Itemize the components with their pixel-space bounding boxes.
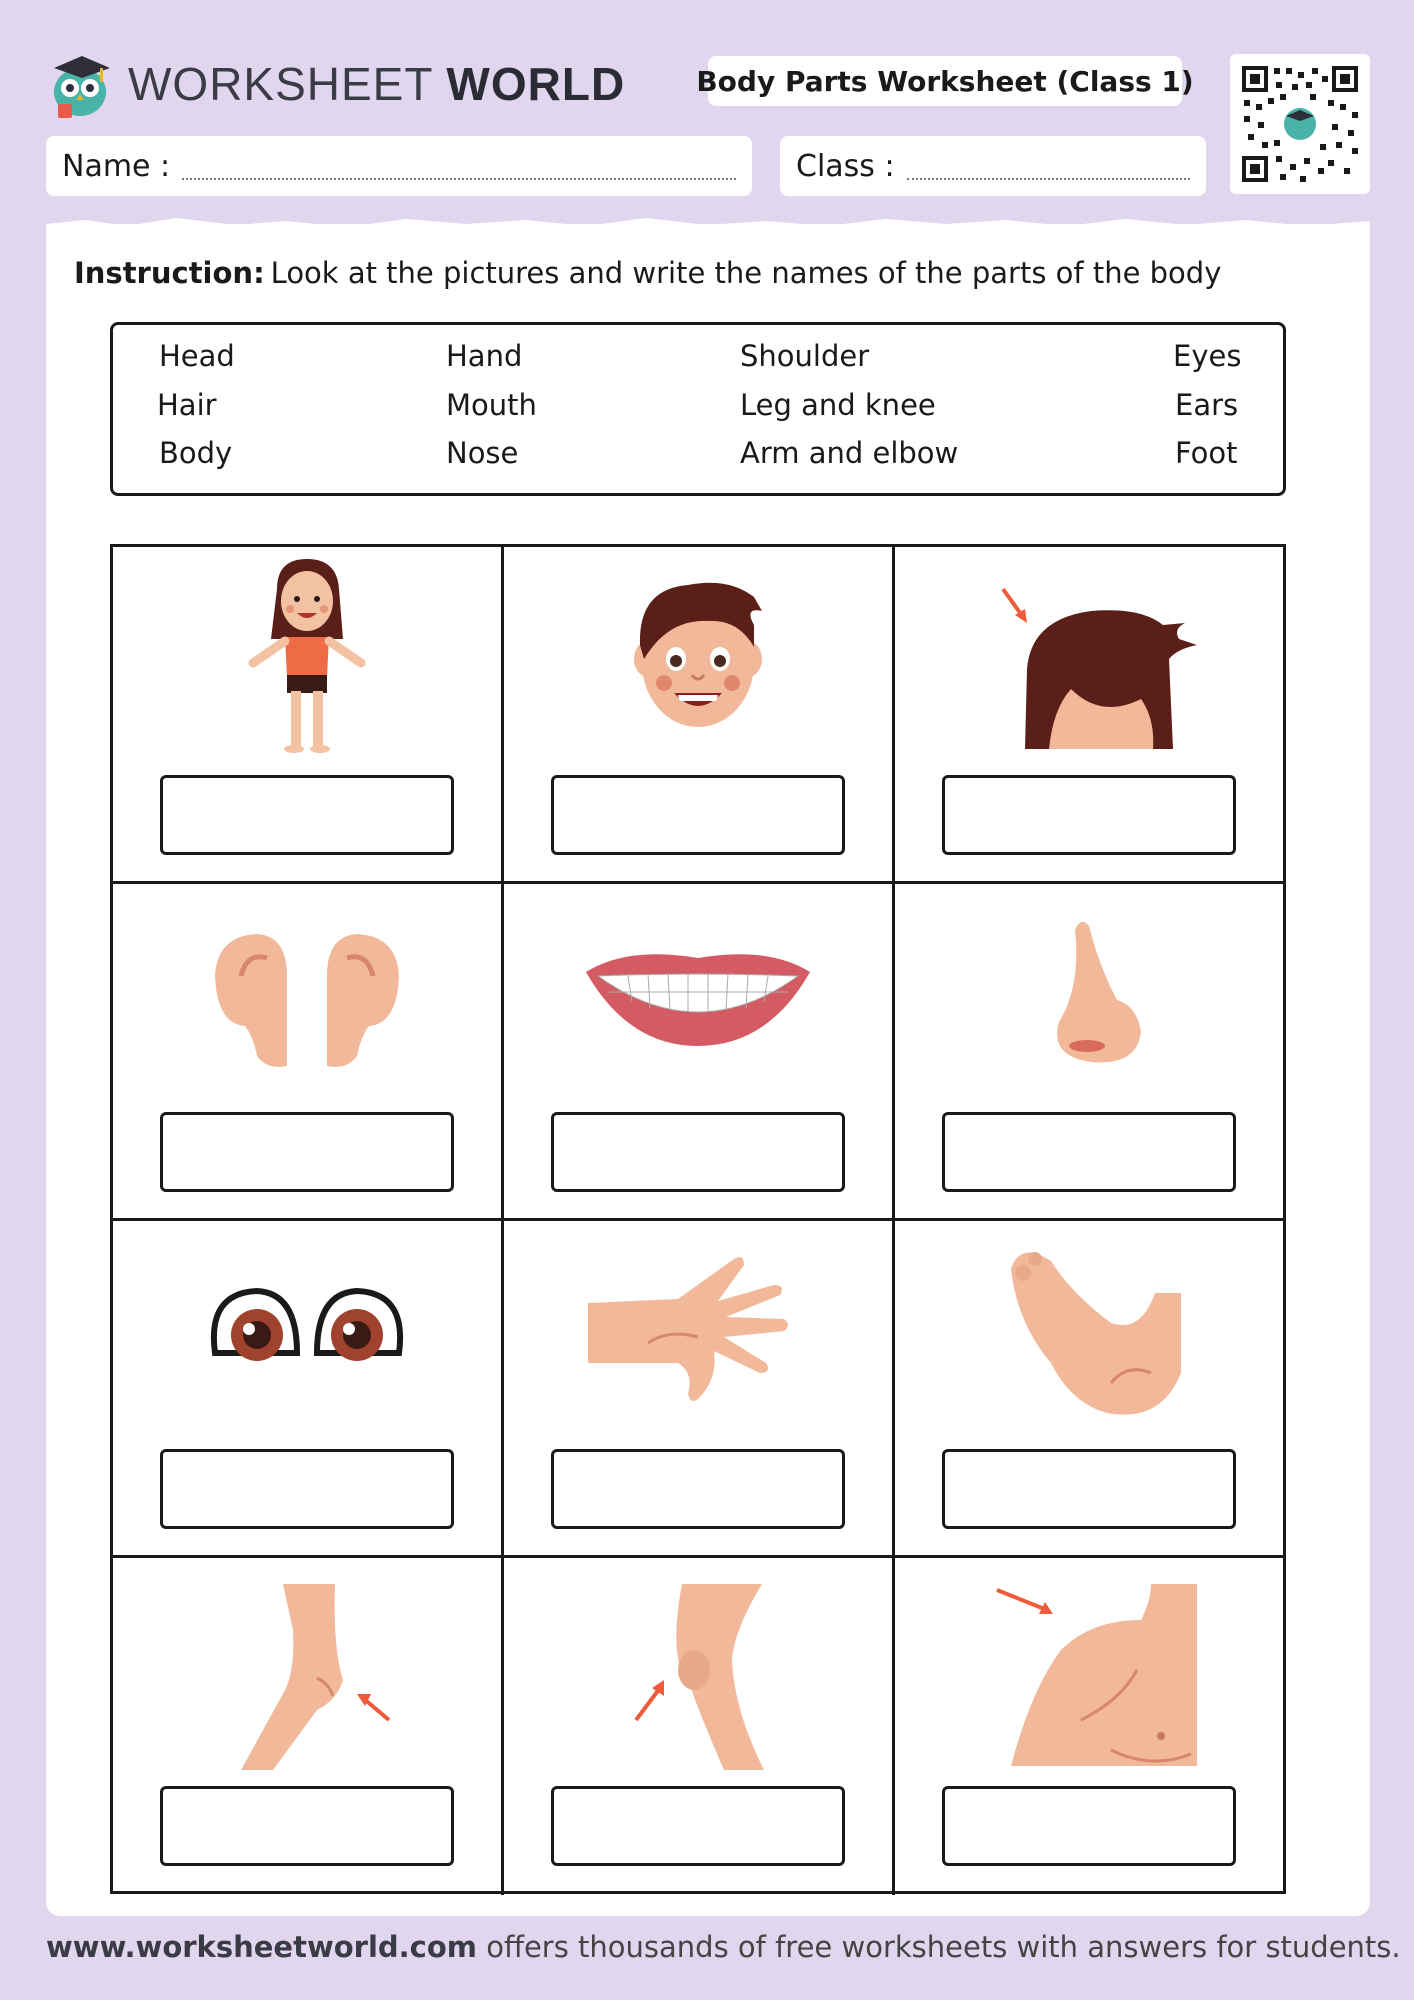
answer-box[interactable] <box>160 775 454 855</box>
answer-box[interactable] <box>942 1786 1236 1866</box>
boy-head-icon <box>548 559 848 759</box>
picture-cell-foot <box>895 1221 1286 1558</box>
word-bank-word: Eyes <box>1173 339 1242 373</box>
answer-box[interactable] <box>942 775 1236 855</box>
name-label: Name : <box>62 148 171 184</box>
word-bank-word: Mouth <box>446 388 537 422</box>
instruction-text: Look at the pictures and write the names of the parts of the body <box>270 256 1222 290</box>
word-bank-word: Nose <box>446 436 519 470</box>
word-bank-word: Arm and elbow <box>740 436 959 470</box>
picture-cell-leg-knee <box>504 1558 895 1895</box>
picture-cell-head <box>504 547 895 884</box>
name-field[interactable] <box>46 136 752 196</box>
answer-box[interactable] <box>551 1112 845 1192</box>
word-bank-word: Ears <box>1175 388 1239 422</box>
picture-cell-ears <box>113 884 504 1221</box>
word-bank-word: Hand <box>446 339 523 373</box>
eyes-icon <box>157 1233 457 1433</box>
footer-text: offers thousands of free worksheets with answers for students. <box>486 1930 1401 1964</box>
picture-cell-nose <box>895 884 1286 1221</box>
answer-box[interactable] <box>942 1449 1236 1529</box>
leg-knee-icon <box>548 1570 848 1770</box>
brand-name: WORKSHEET WORLD <box>128 58 626 110</box>
answer-box[interactable] <box>551 1786 845 1866</box>
answer-box[interactable] <box>942 1112 1236 1192</box>
footer <box>46 1930 1401 1964</box>
word-bank-word: Leg and knee <box>740 388 936 422</box>
shoulder-icon <box>941 1570 1241 1770</box>
foot-icon <box>941 1233 1241 1433</box>
class-label: Class : <box>796 148 895 184</box>
answer-box[interactable] <box>160 1786 454 1866</box>
qr-code-icon[interactable] <box>1230 54 1370 194</box>
answer-box[interactable] <box>160 1449 454 1529</box>
word-bank-word: Shoulder <box>740 339 870 373</box>
ears-icon <box>157 896 457 1096</box>
answer-box[interactable] <box>551 1449 845 1529</box>
word-bank-word: Head <box>159 339 235 373</box>
instruction-line <box>74 256 1221 290</box>
footer-link[interactable]: www.worksheetworld.com <box>46 1930 478 1964</box>
picture-cell-body <box>113 547 504 884</box>
worksheet-title: Body Parts Worksheet (Class 1) <box>708 56 1182 106</box>
word-bank-word: Foot <box>1175 436 1238 470</box>
girl-body-icon <box>157 559 457 759</box>
mouth-icon <box>548 896 848 1096</box>
class-input-line[interactable] <box>907 160 1190 180</box>
picture-cell-hair <box>895 547 1286 884</box>
owl-logo-icon <box>44 46 120 122</box>
word-bank <box>110 322 1286 496</box>
answer-box[interactable] <box>551 775 845 855</box>
picture-cell-eyes <box>113 1221 504 1558</box>
picture-cell-arm-elbow <box>113 1558 504 1895</box>
instruction-label: Instruction: <box>74 256 265 290</box>
arm-elbow-icon <box>157 1570 457 1770</box>
hand-icon <box>548 1233 848 1433</box>
picture-cell-shoulder <box>895 1558 1286 1895</box>
picture-grid <box>110 544 1286 1894</box>
word-bank-word: Body <box>159 436 233 470</box>
name-input-line[interactable] <box>182 160 736 180</box>
hair-icon <box>941 559 1241 759</box>
picture-cell-hand <box>504 1221 895 1558</box>
torn-paper-edge <box>46 214 1370 238</box>
picture-cell-mouth <box>504 884 895 1221</box>
brand-logo-lockup[interactable] <box>44 46 625 122</box>
word-bank-word: Hair <box>157 388 217 422</box>
class-field[interactable] <box>780 136 1206 196</box>
answer-box[interactable] <box>160 1112 454 1192</box>
nose-icon <box>941 896 1241 1096</box>
